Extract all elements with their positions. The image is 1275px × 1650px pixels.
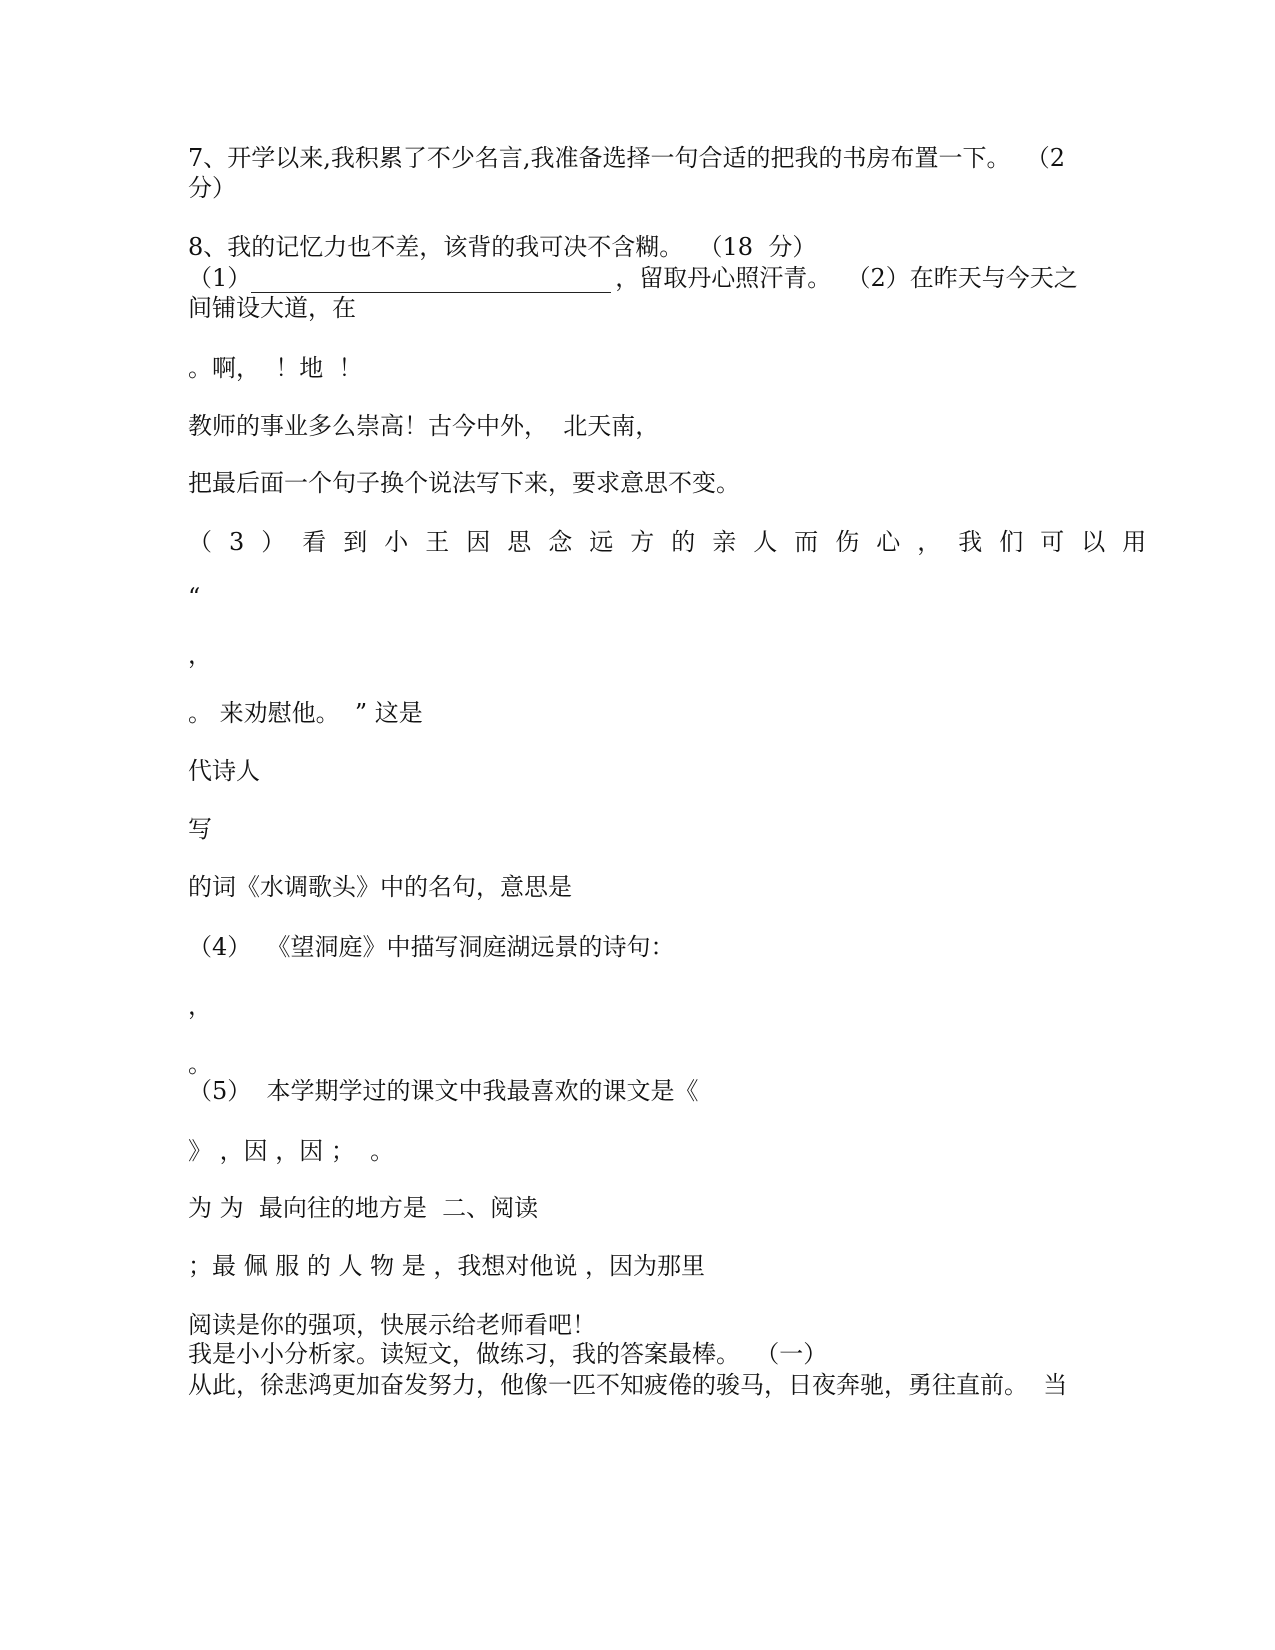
answer-blank[interactable] [251,270,611,293]
item5-fragment-2: 为 为 最向往的地方是 二、阅读 [188,1194,539,1222]
comma-line-1: ， [188,641,212,669]
open-quote: “ [188,583,201,611]
question-7-line1: 7、开学以来,我积累了不少名言,我准备选择一句合适的把我的书房布置一下。 （2 [188,144,1066,172]
comma-line-2: ， [188,992,212,1020]
question-7-line2: 分） [188,174,236,202]
teacher-line: 教师的事业多么崇高！古今中外， 北天南， [188,412,660,440]
item5-fragment-3: ；最 佩 服 的 人 物 是 ，我想对他说 ，因为那里 [188,1252,706,1280]
rewrite-instruction: 把最后面一个句子换个说法写下来，要求意思不变。 [188,469,740,497]
reading-analyst: 我是小小分析家。读短文，做练习，我的答案最棒。 （一） [188,1340,828,1368]
question-8-item1 [188,263,1078,293]
reading-passage-start: 从此，徐悲鸿更加奋发努力，他像一匹不知疲倦的骏马，日夜奔驰，勇往直前。 当 [188,1371,1068,1399]
ci-line: 的词《水调歌头》中的名句，意思是 [188,873,572,901]
poet-line: 代诗人 [188,757,260,785]
fragment-line: 。啊， ！地 ！ [188,354,363,382]
item1-suffix: ，留取丹心照汗青。 （2）在昨天与今天之 [615,264,1078,292]
reading-intro: 阅读是你的强项，快展示给老师看吧！ [188,1311,596,1339]
question-8-item3: （3）看到小王因思念远方的亲人而伤心，我们可以用 [188,528,1164,556]
write-line: 写 [188,815,212,843]
question-8-item4: （4） 《望洞庭》中描写洞庭湖远景的诗句： [188,933,675,961]
item5-fragment-1: 》 ，因 ，因 ； 。 [188,1137,395,1165]
question-8-item5: （5） 本学期学过的课文中我最喜欢的课文是《 [188,1077,699,1105]
question-8-heading: 8、我的记忆力也不差，该背的我可决不含糊。 （18 分） [188,233,817,261]
item1-prefix: （1） [188,264,252,292]
comfort-line: 。 来劝慰他。 ” 这是 [188,699,423,727]
period-line: 。 [188,1050,212,1078]
question-8-item2-continuation: 间铺设大道，在 [188,294,356,322]
